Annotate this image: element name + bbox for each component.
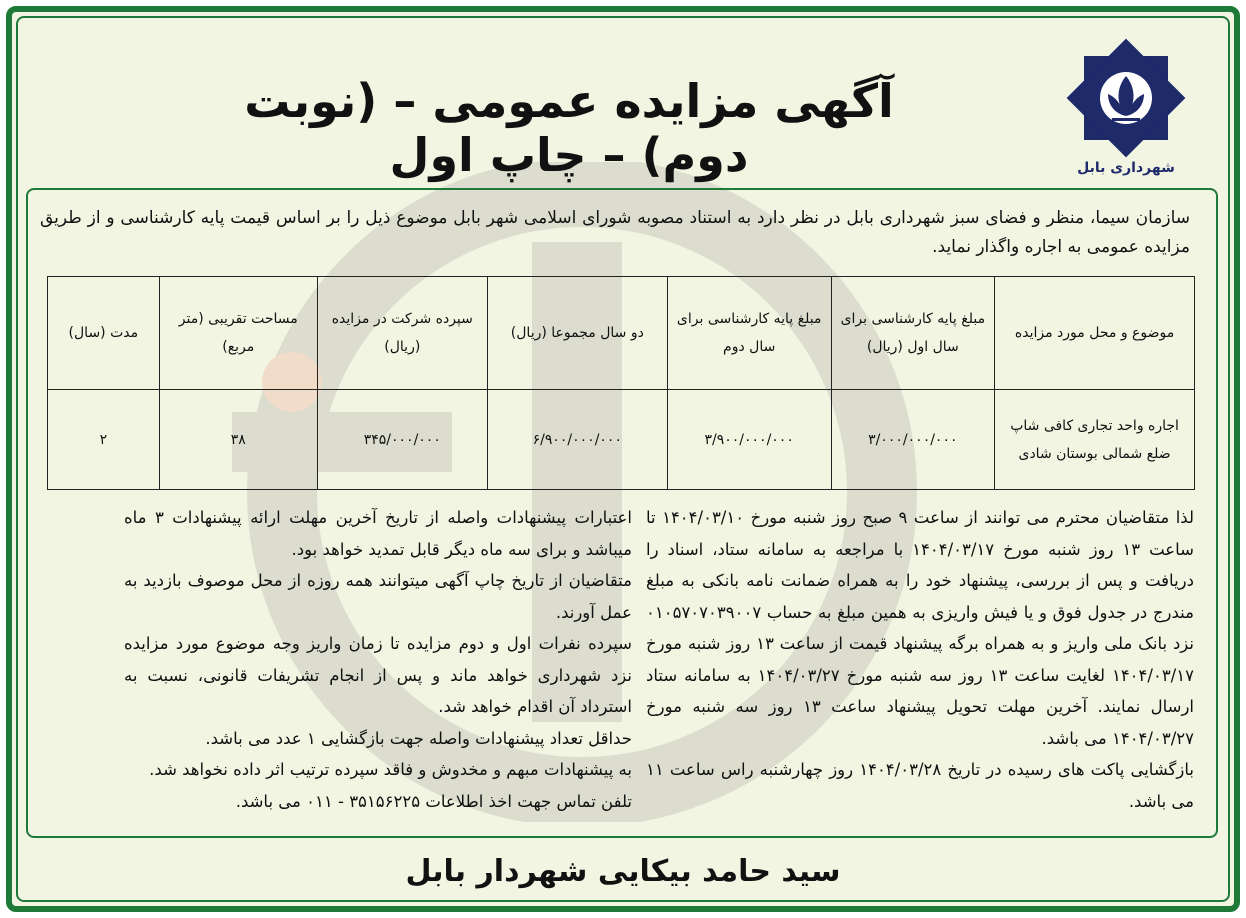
- conditions-left-column: [124, 502, 632, 817]
- header-first-year-price: مبلغ پایه کارشناسی برای سال اول (ریال): [831, 277, 995, 390]
- header-duration: مدت (سال): [48, 277, 160, 390]
- table-header-row: [48, 277, 1195, 390]
- invalid-bids-paragraph: به پیشنهادات مبهم و مخدوش و فاقد سپرده ترتیب اثر داده نخواهد شد.: [149, 760, 632, 779]
- intro-paragraph: سازمان سیما، منظر و فضای سبز شهرداری بابل در نظر دارد به استناد مصوبه شورای اسلامی شهر بابل موضوع ذیل را بر اساس قیمت پایه کارشناسی و از طریق مزایده عمومی به اجاره واگذار نماید.: [40, 208, 1190, 257]
- mayor-signature: سید حامد بیکایی شهردار بابل: [405, 854, 841, 889]
- municipality-logo: [1066, 38, 1186, 178]
- header-deposit: سپرده شرکت در مزایده (ریال): [317, 277, 487, 390]
- cell-two-years-total: ۶/۹۰۰/۰۰۰/۰۰۰: [487, 390, 667, 490]
- visit-paragraph: متقاضیان از تاریخ چاپ آگهی میتوانند همه روزه از محل موصوف بازدید به عمل آورند.: [124, 571, 632, 622]
- babol-emblem-icon: [1066, 38, 1186, 158]
- table-row: [48, 390, 1195, 490]
- header-second-year-price: مبلغ پایه کارشناسی برای سال دوم: [667, 277, 831, 390]
- header: [12, 12, 1234, 182]
- notice-body: [26, 188, 1218, 838]
- opening-paragraph: بازگشایی پاکت های رسیده در تاریخ ۱۴۰۴/۰۳/۲۸ روز چهارشنبه راس ساعت ۱۱ می باشد.: [646, 760, 1194, 811]
- auction-table: [47, 276, 1195, 490]
- deposit-paragraph: سپرده نفرات اول و دوم مزایده تا زمان واریز وجه موضوع مورد مزایده نزد شهرداری خواهد ماند و پس از انجام تشریفات قانونی، نسبت به استرداد آن اقدام خواهد شد.: [124, 634, 632, 716]
- header-two-years-total: دو سال مجموعا (ریال): [487, 277, 667, 390]
- logo-caption: شهرداری بابل: [1077, 160, 1175, 176]
- page-title: آگهی مزایده عمومی – (نوبت دوم) – چاپ اول: [244, 74, 894, 182]
- notice-page: [6, 6, 1240, 912]
- minimum-bids-paragraph: حداقل تعداد پیشنهادات واصله جهت بازگشایی ۱ عدد می باشد.: [205, 728, 632, 748]
- cell-duration: ۲: [48, 390, 160, 490]
- submission-paragraph: لذا متقاضیان محترم می توانند از ساعت ۹ صبح روز شنبه مورخ ۱۴۰۴/۰۳/۱۰ تا ساعت ۱۳ روز شنبه مورخ ۱۴۰۴/۰۳/۱۷ با مراجعه به سامانه ستاد، اسناد را دریافت و پس از بررسی، پیشنهاد خود را به همراه ضمانت نامه بانکی به مبلغ مندرج در جدول فوق و یا فیش واریزی به همین مبلغ به حساب ۰۱۰۵۷۰۷۰۳۹۰۰۷ نزد بانک ملی واریز و به همراه برگه پیشنهاد قیمت از ساعت ۱۳ روز شنبه مورخ ۱۴۰۴/۰۳/۱۷ لغایت ساعت ۱۳ روز سه شنبه مورخ ۱۴۰۴/۰۳/۲۷ به سامانه ستاد ارسال نمایند. آخرین مهلت تحویل پیشنهاد ساعت ۱۳ روز سه شنبه مورخ ۱۴۰۴/۰۳/۲۷ می باشد.: [646, 508, 1195, 748]
- cell-area: ۳۸: [159, 390, 317, 490]
- header-subject: موضوع و محل مورد مزایده: [995, 277, 1195, 390]
- cell-second-year-price: ۳/۹۰۰/۰۰۰/۰۰۰: [667, 390, 831, 490]
- conditions-right-column: [646, 502, 1194, 817]
- cell-first-year-price: ۳/۰۰۰/۰۰۰/۰۰۰: [831, 390, 995, 490]
- contact-phone-paragraph: تلفن تماس جهت اخذ اطلاعات ۳۵۱۵۶۲۲۵ - ۰۱۱ می باشد.: [235, 791, 632, 811]
- validity-paragraph: اعتبارات پیشنهادات واصله از تاریخ آخرین مهلت ارائه پیشنهادات ۳ ماه میباشد و برای سه ماه دیگر قابل تمدید خواهد بود.: [124, 508, 632, 559]
- cell-subject: اجاره واحد تجاری کافی شاپ ضلع شمالی بوستان شادی: [995, 390, 1195, 490]
- cell-deposit: ۳۴۵/۰۰۰/۰۰۰: [317, 390, 487, 490]
- header-area: مساحت تقریبی (متر مربع): [159, 277, 317, 390]
